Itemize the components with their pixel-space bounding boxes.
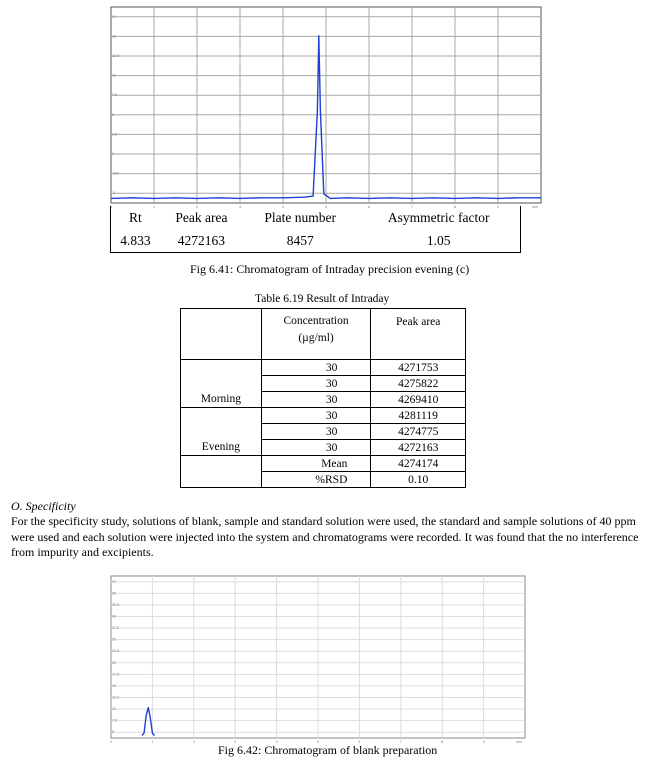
y-tick-label: 12.5	[112, 695, 119, 700]
cell-concentration: 30	[261, 408, 371, 424]
cell-concentration: 30	[261, 392, 371, 408]
table-row	[181, 456, 466, 472]
x-tick-label: 4	[282, 205, 284, 208]
cell-peak-area: 4269410	[371, 392, 466, 408]
x-tick-label: 4	[275, 740, 278, 744]
cell-peak-area: 4272163	[371, 440, 466, 456]
y-tick-label: 20	[112, 660, 116, 665]
cell-peak-area: 4274775	[371, 424, 466, 440]
group-label-evening: Evening	[181, 408, 262, 456]
y-tick-label: 5	[112, 112, 114, 117]
chromatogram-result-table	[110, 206, 521, 253]
cell-mean-label: Mean	[261, 456, 371, 472]
value-plate-number: 8457	[286, 232, 314, 248]
y-tick-label: 25	[112, 637, 116, 642]
table-row	[111, 206, 521, 229]
cell-concentration: 30	[261, 440, 371, 456]
header-blank-cell	[181, 309, 262, 360]
x-tick-label: min	[532, 205, 538, 208]
cell-concentration: 30	[261, 360, 371, 376]
intraday-result-table	[180, 308, 466, 488]
section-heading-specificity: O. Specificity	[11, 499, 76, 513]
cell-concentration: 30	[261, 376, 371, 392]
cell-concentration: 30	[261, 424, 371, 440]
header-concentration	[261, 309, 371, 360]
x-tick-label: 3	[234, 740, 237, 744]
y-tick-label: -2.5	[112, 171, 119, 176]
summary-blank-cell	[181, 456, 262, 488]
x-tick-label: min	[516, 740, 522, 744]
group-label-morning: Morning	[181, 360, 262, 408]
table-row	[181, 408, 466, 424]
table-row	[111, 229, 521, 253]
x-tick-label: 2	[196, 205, 198, 208]
table-row	[181, 309, 466, 360]
value-rt: 4.833	[120, 232, 151, 248]
y-tick-label: 5	[112, 730, 114, 735]
x-tick-label: 0	[110, 740, 112, 744]
cell-peak-area: 4271753	[371, 360, 466, 376]
x-tick-label: 8	[454, 205, 456, 208]
header-peak-area: Peak area	[175, 209, 228, 225]
y-tick-label: 12.5	[112, 54, 119, 58]
y-tick-label: -5	[112, 191, 116, 196]
y-tick-label: 17.5	[112, 672, 119, 677]
x-tick-label: 6	[368, 205, 370, 208]
y-tick-label: 10	[112, 707, 116, 712]
y-tick-label: 30	[112, 614, 116, 619]
x-tick-label: 3	[239, 205, 241, 208]
x-tick-label: 7	[411, 205, 413, 208]
y-tick-label: 22.5	[112, 649, 119, 654]
table-caption-6-19: Table 6.19 Result of Intraday	[255, 293, 390, 305]
y-tick-label: 15	[112, 683, 116, 688]
figure-caption-6-42: Fig 6.42: Chromatogram of blank preparation	[218, 743, 438, 757]
header-concentration-label: Concentration	[283, 315, 349, 327]
y-tick-label: 27.5	[112, 626, 119, 631]
header-plate-number: Plate number	[264, 209, 336, 225]
chromatogram-intraday-evening	[110, 6, 544, 208]
section-paragraph-specificity: For the specificity study, solutions of blank, sample and standard solution were used, the standard and sample solutions of 40 ppm were used and each solution were injected into the system and chromatograms were recorded. It was found that the no interference from impurity and excipients.	[11, 514, 639, 559]
figure-caption-6-41: Fig 6.41: Chromatogram of Intraday precision evening (c)	[190, 262, 470, 276]
table-row	[181, 360, 466, 376]
y-tick-label: 35	[112, 591, 116, 596]
chromatogram-blank	[110, 572, 528, 744]
x-tick-label: 1	[151, 740, 154, 744]
x-tick-label: 8	[441, 740, 444, 744]
header-asymmetric-factor: Asymmetric factor	[387, 209, 490, 225]
x-tick-label: 1	[153, 205, 155, 208]
y-tick-label: 7.5	[112, 718, 117, 723]
x-tick-label: 0	[110, 205, 112, 208]
y-tick-label: 7.5	[112, 93, 117, 98]
x-tick-label: 9	[482, 740, 485, 744]
x-tick-label: 5	[325, 205, 327, 208]
cell-rsd-value: 0.10	[371, 472, 466, 488]
x-tick-label: 7	[399, 740, 402, 744]
y-tick-label: 37	[112, 579, 116, 584]
y-tick-label: 10	[112, 73, 116, 78]
value-asymmetric-factor: 1.05	[426, 232, 451, 248]
x-tick-label: 9	[497, 205, 499, 208]
x-tick-label: 2	[192, 740, 195, 744]
header-peak-area: Peak area	[371, 309, 466, 360]
header-concentration-unit: (µg/ml)	[298, 332, 334, 344]
y-tick-label: 15	[112, 34, 116, 39]
x-tick-label: 5	[317, 740, 319, 744]
header-rt: Rt	[129, 209, 142, 225]
y-tick-label: 2.5	[112, 132, 117, 137]
y-tick-label: 17	[112, 14, 116, 19]
cell-mean-value: 4274174	[371, 456, 466, 472]
y-tick-label: 32.5	[112, 602, 119, 607]
cell-peak-area: 4275822	[371, 376, 466, 392]
cell-rsd-label: %RSD	[261, 472, 371, 488]
cell-peak-area: 4281119	[371, 408, 466, 424]
value-peak-area: 4272163	[177, 232, 226, 248]
x-tick-label: 6	[358, 740, 361, 744]
y-tick-label: 0	[112, 152, 114, 156]
